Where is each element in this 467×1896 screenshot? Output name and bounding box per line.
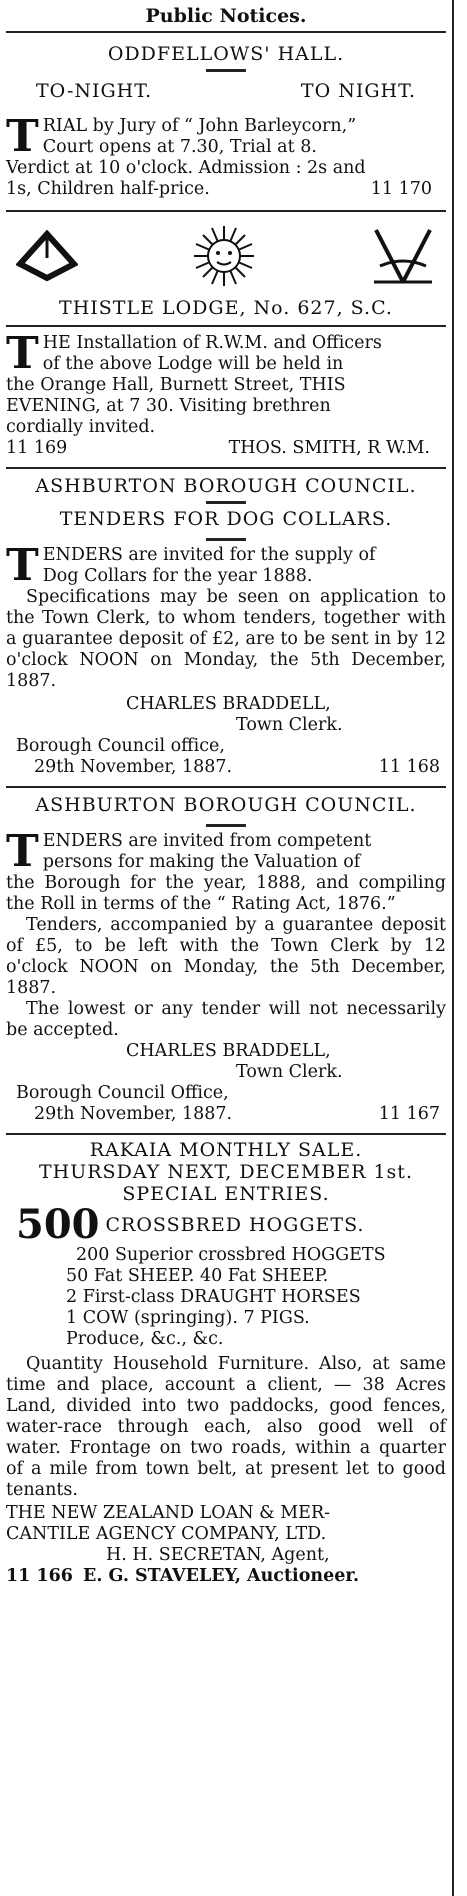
notice-subtitle: TENDERS FOR DOG COLLARS. bbox=[59, 508, 393, 530]
tonight-right: TO NIGHT. bbox=[300, 80, 416, 102]
notice-dog-collars bbox=[6, 475, 446, 778]
notice-thistle-lodge bbox=[6, 215, 446, 459]
signature-title: Town Clerk. bbox=[236, 715, 343, 735]
notice-title: ASHBURTON BOROUGH COUNCIL. bbox=[35, 475, 417, 497]
divider bbox=[6, 467, 446, 469]
sale-line: 50 Fat SHEEP. 40 Fat SHEEP. bbox=[66, 1266, 329, 1286]
sale-quantity: 500 bbox=[16, 1201, 100, 1248]
tonight-row bbox=[6, 80, 446, 102]
body-paragraph: the Borough for the year, 1888, and compiling the Roll in terms of the “ Rating Act, 1876.” bbox=[6, 873, 446, 914]
body-line: Court opens at 7.30, Trial at 8. bbox=[42, 137, 317, 157]
ad-ref: 11 168 bbox=[378, 757, 440, 777]
date: 29th November, 1887. bbox=[34, 757, 233, 777]
sale-line: CROSSBRED HOGGETS. bbox=[105, 1214, 365, 1236]
sale-line: 200 Superior crossbred HOGGETS bbox=[76, 1245, 386, 1265]
short-rule bbox=[206, 69, 246, 72]
notice-body bbox=[6, 111, 446, 200]
section-header: Public Notices. bbox=[145, 5, 307, 27]
divider bbox=[6, 1133, 446, 1135]
notice-body bbox=[6, 826, 446, 1125]
ad-ref: 11 169 bbox=[6, 438, 68, 458]
sale-line: 2 First-class DRAUGHT HORSES bbox=[66, 1287, 361, 1307]
notice-body bbox=[6, 328, 446, 459]
sale-list bbox=[6, 1245, 446, 1350]
notice-title: THISTLE LODGE, No. 627, S.C. bbox=[59, 297, 393, 319]
body-line: ENDERS are invited from competent bbox=[42, 831, 372, 851]
office: Borough Council Office, bbox=[16, 1083, 229, 1103]
auctioneer-row bbox=[6, 1566, 446, 1587]
ad-ref: 11 170 bbox=[370, 179, 432, 199]
company-line: CANTILE AGENCY COMPANY, LTD. bbox=[6, 1524, 327, 1544]
signature: CHARLES BRADDELL, bbox=[126, 694, 331, 714]
body-line: HE Installation of R.W.M. and Officers bbox=[42, 333, 382, 353]
company-line: THE NEW ZEALAND LOAN & MER- bbox=[6, 1503, 331, 1523]
body-paragraph: The lowest or any tender will not necessarily be accepted. bbox=[6, 999, 446, 1040]
notice-title: ODDFELLOWS' HALL. bbox=[107, 43, 345, 65]
ad-ref: 11 166 bbox=[6, 1566, 73, 1586]
office: Borough Council office, bbox=[16, 736, 225, 756]
level-compass-icon bbox=[370, 226, 436, 286]
date-row bbox=[6, 757, 446, 778]
body-line bbox=[6, 179, 446, 200]
drop-cap: T bbox=[6, 826, 39, 877]
date-row bbox=[6, 1104, 446, 1125]
signature-title: Town Clerk. bbox=[236, 1062, 343, 1082]
divider bbox=[6, 31, 446, 33]
body-paragraph: Tenders, accompanied by a guarantee deposit of £5, to be left with the Town Clerk by 12 o'clock NOON on Monday, the 5th December, 1887. bbox=[6, 915, 446, 998]
divider bbox=[6, 325, 446, 327]
drop-cap: T bbox=[6, 328, 39, 379]
body-line: EVENING, at 7 30. Visiting brethren bbox=[6, 396, 331, 416]
sale-line: 1 COW (springing). 7 PIGS. bbox=[66, 1308, 310, 1328]
square-compass-icon bbox=[16, 230, 78, 282]
body-line: Dog Collars for the year 1888. bbox=[42, 566, 313, 586]
notice-body bbox=[6, 540, 446, 778]
divider bbox=[6, 210, 446, 212]
body-line-text: 1s, Children half-price. bbox=[6, 179, 210, 199]
body-line: the Orange Hall, Burnett Street, THIS bbox=[6, 375, 346, 395]
sale-line: Produce, &c., &c. bbox=[66, 1329, 224, 1349]
signature: THOS. SMITH, R W.M. bbox=[228, 438, 430, 458]
body-paragraph: Specifications may be seen on application to the Town Clerk, to whom tenders, together with a guarantee deposit of £2, are to be sent in by 12 o'clock NOON on Monday, the 5th December, 1887. bbox=[6, 587, 446, 691]
notice-valuation bbox=[6, 794, 446, 1125]
short-rule bbox=[206, 538, 246, 541]
notice-title: ASHBURTON BOROUGH COUNCIL. bbox=[35, 794, 417, 816]
notice-subtitle: THURSDAY NEXT, DECEMBER 1st. bbox=[39, 1161, 413, 1183]
column-rule bbox=[452, 0, 454, 1896]
signature-row bbox=[6, 438, 446, 459]
agent: H. H. SECRETAN, Agent, bbox=[106, 1545, 330, 1565]
divider bbox=[6, 786, 446, 788]
signature: CHARLES BRADDELL, bbox=[126, 1041, 331, 1061]
date: 29th November, 1887. bbox=[34, 1104, 233, 1124]
body-line: RIAL by Jury of “ John Barleycorn,” bbox=[42, 116, 357, 136]
emblem-row bbox=[6, 215, 446, 297]
body-line: cordially invited. bbox=[6, 417, 156, 437]
tonight-left: TO-NIGHT. bbox=[36, 80, 153, 102]
sale-lead bbox=[6, 1201, 446, 1248]
drop-cap: T bbox=[6, 540, 39, 591]
drop-cap: T bbox=[6, 111, 39, 162]
body-line: of the above Lodge will be held in bbox=[42, 354, 344, 374]
entries-heading: SPECIAL ENTRIES. bbox=[122, 1183, 330, 1205]
short-rule bbox=[206, 501, 246, 504]
auctioneer: E. G. STAVELEY, Auctioneer. bbox=[82, 1566, 360, 1586]
notice-title: RAKAIA MONTHLY SALE. bbox=[89, 1139, 363, 1161]
short-rule bbox=[206, 824, 246, 827]
ad-ref: 11 167 bbox=[378, 1104, 440, 1124]
body-line: ENDERS are invited for the supply of bbox=[42, 545, 376, 565]
notice-rakaia-sale bbox=[6, 1139, 446, 1587]
body-paragraph: Quantity Household Furniture. Also, at same time and place, account a client, — 38 Acres Land, divided into two paddocks, good fences, water-race through each, also good well of water. Frontage on two roads, within a quarter of a mile from town belt, at present let to good tenants. bbox=[6, 1354, 446, 1500]
body-line: Verdict at 10 o'clock. Admission : 2s and bbox=[6, 158, 366, 178]
sun-emblem-icon bbox=[192, 224, 256, 288]
notice-oddfellows bbox=[6, 43, 446, 200]
body-line: persons for making the Valuation of bbox=[42, 852, 361, 872]
